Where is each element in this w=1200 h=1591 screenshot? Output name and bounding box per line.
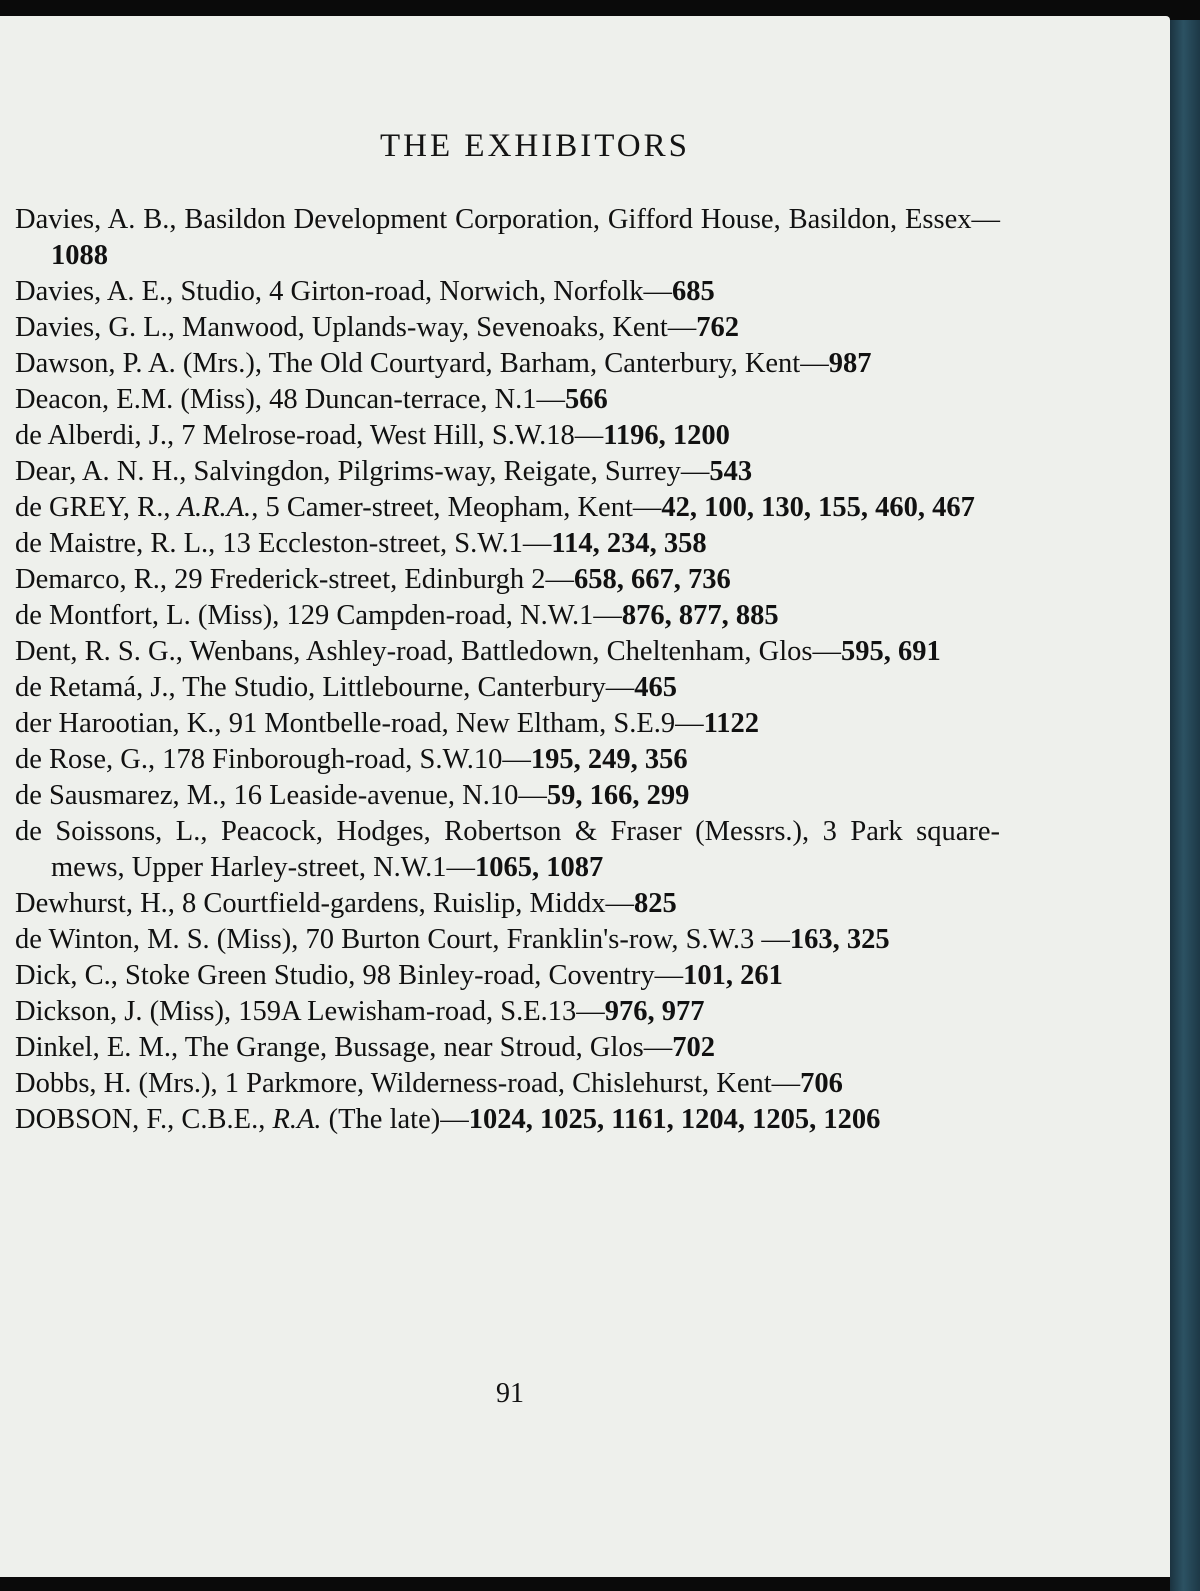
exhibitor-entry <box>15 922 1000 958</box>
entry-catalogue-numbers: 42, 100, 130, 155, 460, 467 <box>661 492 975 523</box>
exhibitor-entry <box>15 1102 1000 1138</box>
exhibitor-entry <box>15 202 1000 274</box>
entry-name: der Harootian, K., <box>15 708 229 739</box>
entry-catalogue-numbers: 1196, 1200 <box>603 420 730 451</box>
entry-catalogue-numbers: 876, 877, 885 <box>621 600 779 631</box>
exhibitor-entry <box>15 274 1000 310</box>
entry-address: The Grange, Bussage, near Stroud, Glos— <box>184 1032 673 1063</box>
entry-address: C.B.E., <box>181 1104 273 1135</box>
entry-honour: A.R.A. <box>177 492 252 523</box>
entry-name: de GREY, R., <box>15 492 178 523</box>
entry-name: de Sausmarez, M., <box>15 780 234 811</box>
entry-catalogue-numbers: 59, 166, 299 <box>546 780 690 811</box>
entry-name: de Soissons, L., <box>15 816 221 847</box>
entry-catalogue-numbers: 1024, 1025, 1161, 1204, 1205, 1206 <box>468 1104 881 1135</box>
entry-catalogue-numbers: 702 <box>672 1032 715 1063</box>
entry-name: Dickson, J. (Miss), <box>15 996 239 1027</box>
entry-name: Demarco, R., <box>15 564 175 595</box>
entry-address: 178 Finborough-road, S.W.10— <box>162 744 531 775</box>
entry-address: 48 Duncan-terrace, N.1— <box>269 384 566 415</box>
entry-name: Dobbs, H. (Mrs.), <box>15 1068 225 1099</box>
exhibitor-entry <box>15 742 1000 778</box>
exhibitor-list <box>15 202 1000 1138</box>
entry-name: Davies, G. L., <box>15 312 183 343</box>
entry-catalogue-numbers: 114, 234, 358 <box>551 528 707 559</box>
entry-catalogue-numbers: 987 <box>828 348 872 379</box>
entry-catalogue-numbers: 101, 261 <box>683 960 783 991</box>
entry-name: Dear, A. N. H., <box>15 456 194 487</box>
entry-name: de Rose, G., <box>15 744 163 775</box>
entry-address: , 5 Camer-street, Meopham, Kent— <box>251 492 662 523</box>
entry-name: de Montfort, L. (Miss), <box>15 600 287 631</box>
entry-name: Davies, A. B., <box>15 204 185 235</box>
entry-address: Manwood, Uplands-way, Sevenoaks, Kent— <box>182 312 697 343</box>
exhibitor-entry <box>15 706 1000 742</box>
exhibitor-entry <box>15 634 1000 670</box>
entry-name: Davies, A. E., <box>15 276 181 307</box>
entry-address: The Old Courtyard, Barham, Canterbury, Kent— <box>268 348 829 379</box>
exhibitor-entry <box>15 1030 1000 1066</box>
exhibitor-entry <box>15 598 1000 634</box>
entry-catalogue-numbers: 976, 977 <box>604 996 705 1027</box>
entry-name: de Maistre, R. L., <box>15 528 223 559</box>
entry-address: 8 Courtfield-gardens, Ruislip, Middx— <box>182 888 635 919</box>
entry-name: Dent, R. S. G., <box>15 636 190 667</box>
entry-catalogue-numbers: 825 <box>634 888 677 919</box>
entry-address: Studio, 4 Girton-road, Norwich, Norfolk— <box>180 276 672 307</box>
book-cover-edge <box>1170 20 1200 1591</box>
entry-name: Dawson, P. A. (Mrs.), <box>15 348 269 379</box>
entry-address: Peacock, Hodges, Robertson & Fraser (Messrs.), 3 Park square-mews, Upper Harley-street, N.W.1— <box>51 816 1000 883</box>
entry-catalogue-numbers: 566 <box>565 384 608 415</box>
entry-address: 1 Parkmore, Wilderness-road, Chislehurst, Kent— <box>224 1068 801 1099</box>
entry-name: Dick, C., <box>15 960 126 991</box>
entry-name: de Retamá, J., <box>15 672 183 703</box>
exhibitor-entry <box>15 454 1000 490</box>
entry-address: Basildon Development Corporation, Gifford House, Basildon, Essex— <box>184 204 1000 235</box>
exhibitor-entry <box>15 346 1000 382</box>
exhibitor-entry <box>15 886 1000 922</box>
page-heading: THE EXHIBITORS <box>380 128 690 164</box>
entry-name: Dewhurst, H., <box>15 888 183 919</box>
entry-catalogue-numbers: 706 <box>800 1068 843 1099</box>
entry-address: Wenbans, Ashley-road, Battledown, Cheltenham, Glos— <box>189 636 841 667</box>
entry-address: 159A Lewisham-road, S.E.13— <box>238 996 605 1027</box>
page-number: 91 <box>496 1378 524 1409</box>
entry-catalogue-numbers: 658, 667, 736 <box>574 564 731 595</box>
exhibitor-entry <box>15 1066 1000 1102</box>
exhibitor-entry <box>15 418 1000 454</box>
entry-catalogue-numbers: 685 <box>672 276 715 307</box>
entry-name: Deacon, E.M. (Miss), <box>15 384 270 415</box>
entry-catalogue-numbers: 163, 325 <box>789 924 890 955</box>
exhibitor-entry <box>15 994 1000 1030</box>
exhibitor-entry <box>15 562 1000 598</box>
entry-suffix: (The late)— <box>321 1104 469 1135</box>
exhibitor-entry <box>15 526 1000 562</box>
entry-address: Salvingdon, Pilgrims-way, Reigate, Surrey— <box>193 456 710 487</box>
entry-catalogue-numbers: 465 <box>634 672 677 703</box>
entry-catalogue-numbers: 1088 <box>51 240 108 271</box>
entry-catalogue-numbers: 1122 <box>703 708 760 739</box>
entry-name: Dinkel, E. M., <box>15 1032 185 1063</box>
exhibitor-entry <box>15 382 1000 418</box>
entry-address: Stoke Green Studio, 98 Binley-road, Coventry— <box>125 960 684 991</box>
exhibitor-entry <box>15 814 1000 886</box>
exhibitor-entry <box>15 778 1000 814</box>
entry-address: 29 Frederick-street, Edinburgh 2— <box>174 564 575 595</box>
entry-address: 70 Burton Court, Franklin's-row, S.W.3 — <box>305 924 790 955</box>
entry-catalogue-numbers: 543 <box>709 456 753 487</box>
exhibitor-entry <box>15 670 1000 706</box>
entry-catalogue-numbers: 762 <box>696 312 739 343</box>
entry-address: 91 Montbelle-road, New Eltham, S.E.9— <box>228 708 704 739</box>
entry-catalogue-numbers: 195, 249, 356 <box>530 744 688 775</box>
entry-name: DOBSON, F., <box>15 1104 182 1135</box>
book-page <box>0 16 1170 1577</box>
entry-name: de Alberdi, J., <box>15 420 182 451</box>
entry-catalogue-numbers: 1065, 1087 <box>474 852 604 883</box>
entry-address: 7 Melrose-road, West Hill, S.W.18— <box>181 420 604 451</box>
exhibitor-entry <box>15 958 1000 994</box>
exhibitor-entry <box>15 310 1000 346</box>
entry-address: The Studio, Littlebourne, Canterbury— <box>182 672 635 703</box>
entry-address: 16 Leaside-avenue, N.10— <box>233 780 547 811</box>
entry-name: de Winton, M. S. (Miss), <box>15 924 306 955</box>
entry-catalogue-numbers: 595, 691 <box>840 636 941 667</box>
entry-honour: R.A. <box>272 1104 322 1135</box>
entry-address: 13 Eccleston-street, S.W.1— <box>222 528 552 559</box>
exhibitor-entry <box>15 490 1000 526</box>
entry-address: 129 Campden-road, N.W.1— <box>286 600 622 631</box>
